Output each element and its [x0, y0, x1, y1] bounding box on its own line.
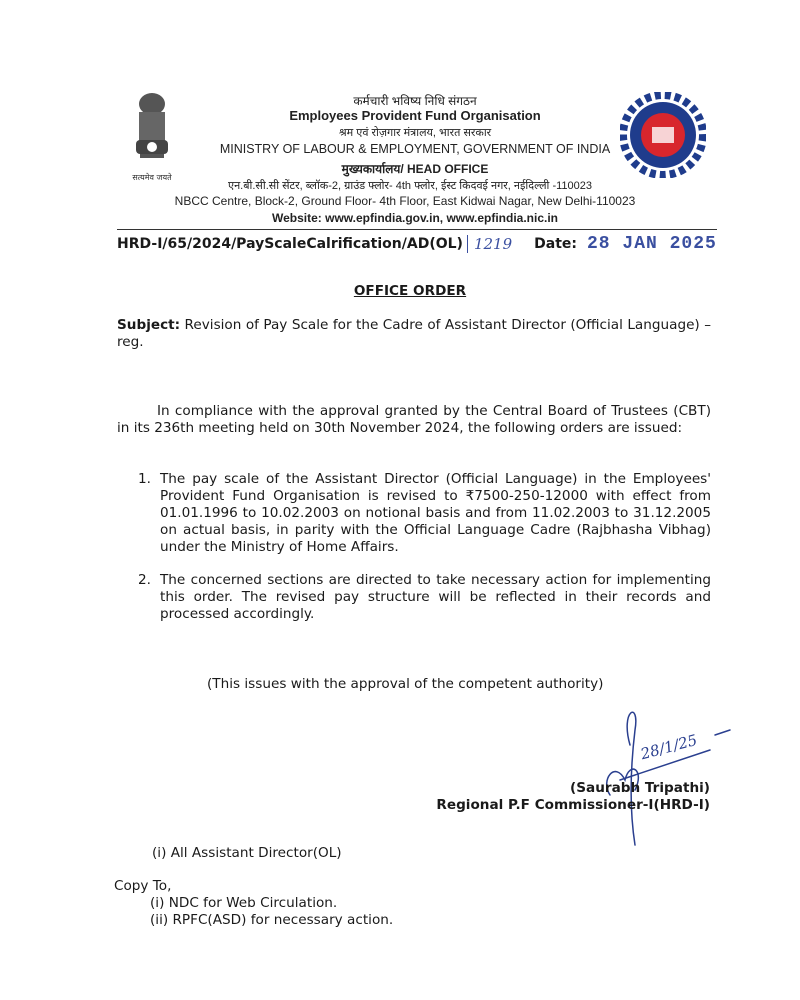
signature-date: 28/1/25: [638, 730, 700, 764]
order-text: The pay scale of the Assistant Director (Official Language) in the Employees' Provident Fund Organisation is revised to ₹7500-250-12000 with effect from 01.01.1996 to 10.02.2003 on notional basis and from 11.02.2003 to 31.12.2005 on actual basis, in parity with the Official Language Cadre (Rajbhasha Vibhag) under the Ministry of Home Affairs.: [160, 471, 711, 555]
order-text: The concerned sections are directed to take necessary action for implementing this order. The revised pay structure will be reflected in their records and processed accordingly.: [160, 572, 711, 622]
address-english: NBCC Centre, Block-2, Ground Floor- 4th Floor, East Kidwai Nagar, New Delhi-110023: [174, 194, 636, 208]
ministry-hindi: श्रम एवं रोज़गार मंत्रालय, भारत सरकार: [338, 127, 492, 139]
copy-to-item: (i) NDC for Web Circulation.: [150, 895, 338, 911]
website: Website: www.epfindia.gov.in, www.epfindia.nic.in: [271, 211, 559, 225]
order-number: 2.: [138, 572, 151, 588]
date-label: Date:: [534, 236, 577, 252]
handwritten-signature: [590, 700, 740, 850]
copy-to-label: Copy To,: [114, 878, 172, 894]
subject-text: Revision of Pay Scale for the Cadre of Assistant Director (Official Language) – reg.: [117, 317, 711, 350]
handwritten-number: 1219: [467, 235, 518, 253]
head-office: मुख्यकार्यालय/ HEAD OFFICE: [341, 162, 489, 176]
date-stamp: 28 JAN 2025: [587, 234, 717, 254]
approval-note: (This issues with the approval of the competent authority): [207, 676, 604, 692]
signatory-name: (Saurabh Tripathi): [570, 780, 710, 796]
addressee: (i) All Assistant Director(OL): [152, 845, 342, 861]
order-item-2: [138, 572, 711, 623]
ministry-english: MINISTRY OF LABOUR & EMPLOYMENT, GOVERNMENT OF INDIA: [219, 142, 611, 156]
copy-to-item: (ii) RPFC(ASD) for necessary action.: [150, 912, 394, 928]
header-divider: [117, 229, 717, 230]
org-name-english: Employees Provident Fund Organisation: [289, 108, 541, 123]
file-number: HRD-I/65/2024/PayScaleCalrification/AD(OL): [117, 236, 463, 252]
subject: [117, 317, 711, 351]
document-title: OFFICE ORDER: [353, 283, 467, 299]
signatory-designation: Regional P.F Commissioner-I(HRD-I): [436, 797, 710, 813]
intro-paragraph: In compliance with the approval granted by the Central Board of Trustees (CBT) in its 236th meeting held on 30th November 2024, the following orders are issued:: [117, 403, 711, 436]
emblem-motto: सत्यमेव जयते: [132, 173, 172, 182]
order-number: 1.: [138, 471, 151, 487]
address-hindi: एन.बी.सी.सी सेंटर, ब्लॉक-2, ग्राउंड फ्लोर- 4th फ्लोर, ईस्ट किदवई नगर, नईदिल्ली -110023: [227, 180, 592, 192]
subject-label: Subject:: [117, 317, 181, 333]
order-item-1: [138, 471, 711, 556]
org-name-hindi: कर्मचारी भविष्य निधि संगठन: [353, 94, 477, 108]
